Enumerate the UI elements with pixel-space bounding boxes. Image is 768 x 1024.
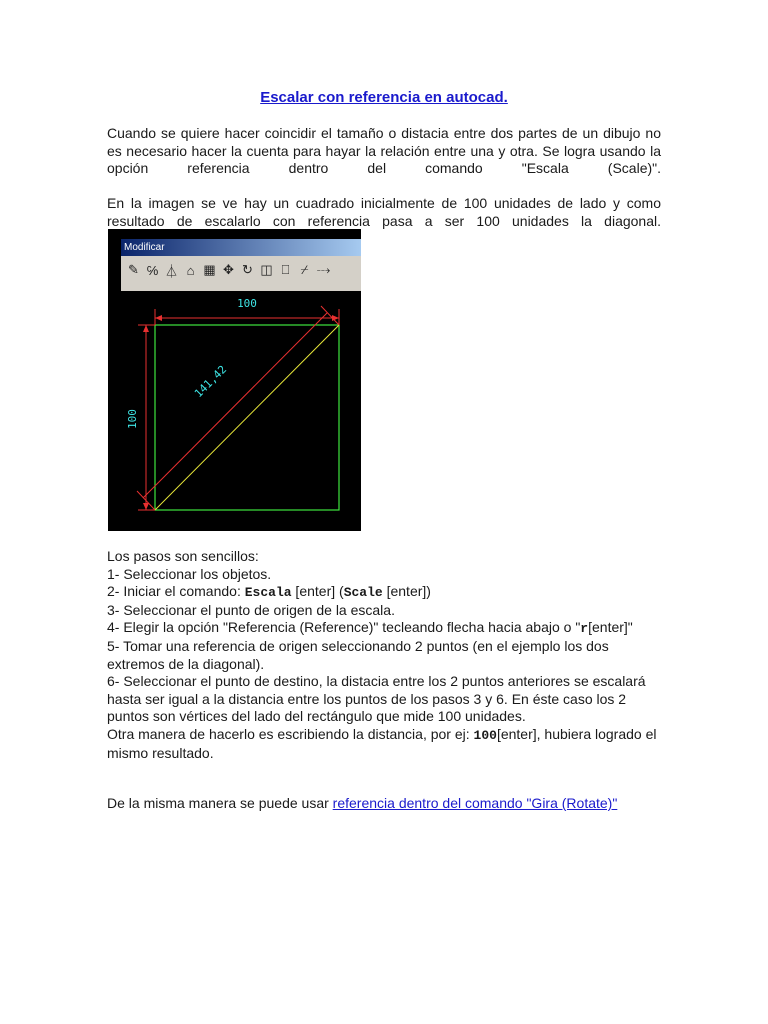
command-r: r (580, 621, 589, 637)
extend-icon[interactable]: ⤏ (316, 262, 331, 277)
alternative-method: Otra manera de hacerlo es escribiendo la distancia, por ej: 100[enter], hubiera logrado el mismo resultado. (107, 725, 657, 761)
image-description-paragraph: En la imagen se ve hay un cuadrado inicialmente de 100 unidades de lado y como resultado de escalarlo con referencia pasa a ser 100 unidades la diagonal. (107, 195, 661, 229)
command-escala: Escala (244, 585, 292, 601)
steps-list (107, 548, 661, 762)
rotate-reference-link[interactable]: referencia dentro del comando "Gira (Rotate)" (332, 795, 618, 811)
steps-intro: Los pasos son sencillos: (107, 548, 259, 564)
dim-diagonal-label: 141,42 (191, 362, 230, 401)
copy-icon[interactable]: ℅ (146, 262, 159, 278)
closing-paragraph: De la misma manera se puede usar referencia dentro del comando "Gira (Rotate)" (107, 795, 618, 811)
drawing-canvas (108, 229, 361, 531)
diagonal-dimension-line (143, 313, 327, 498)
scale-icon[interactable]: ◫ (260, 262, 273, 277)
array-icon[interactable]: ▦ (203, 262, 216, 277)
step-4: 4- Elegir la opción "Referencia (Reference)" tecleando flecha hacia abajo o "r[enter]" (107, 619, 633, 637)
autocad-figure (108, 229, 361, 531)
diagonal-line (155, 325, 339, 510)
mirror-icon[interactable]: ⏃ (164, 263, 178, 279)
intro-paragraph: Cuando se quiere hacer coincidir el tamaño o distacia entre dos partes de un dibujo no es necesario hacer la cuenta para hayar la relación entre una y otra. Se logra usando la opción referencia dentro del comando "Escala (Scale)". (107, 125, 661, 176)
rotate-icon[interactable]: ↻ (242, 262, 253, 277)
step-5: 5- Tomar una referencia de origen seleccionando 2 puntos (en el ejemplo los dos extremos de la diagonal). (107, 637, 609, 672)
step-3: 3- Seleccionar el punto de origen de la escala. (107, 601, 395, 618)
trim-icon[interactable]: ⌿ (300, 262, 309, 277)
step-6: 6- Seleccionar el punto de destino, la distacia entre los 2 puntos anteriores se escalará hasta ser igual a la distancia entre los puntos de los pasos 3 y 6. En éste caso los 2 puntos son vértices del lado del rectángulo que mide 100 unidades. (107, 673, 646, 725)
step-2: 2- Iniciar el comando: Escala [enter] (Scale [enter]) (107, 583, 431, 601)
stretch-icon[interactable]: ⎕ (281, 262, 290, 277)
erase-icon[interactable]: ✎ (128, 262, 139, 277)
command-scale: Scale (343, 585, 383, 601)
offset-icon[interactable]: ⌂ (186, 262, 195, 278)
page-title[interactable]: Escalar con referencia en autocad. (260, 89, 508, 106)
command-100: 100 (473, 727, 497, 743)
step-1: 1- Seleccionar los objetos. (107, 565, 272, 582)
move-icon[interactable]: ✥ (223, 262, 234, 277)
dim-top-label: 100 (237, 297, 257, 310)
dim-left-label: 100 (126, 409, 139, 429)
toolbar-title: Modificar (121, 239, 361, 256)
